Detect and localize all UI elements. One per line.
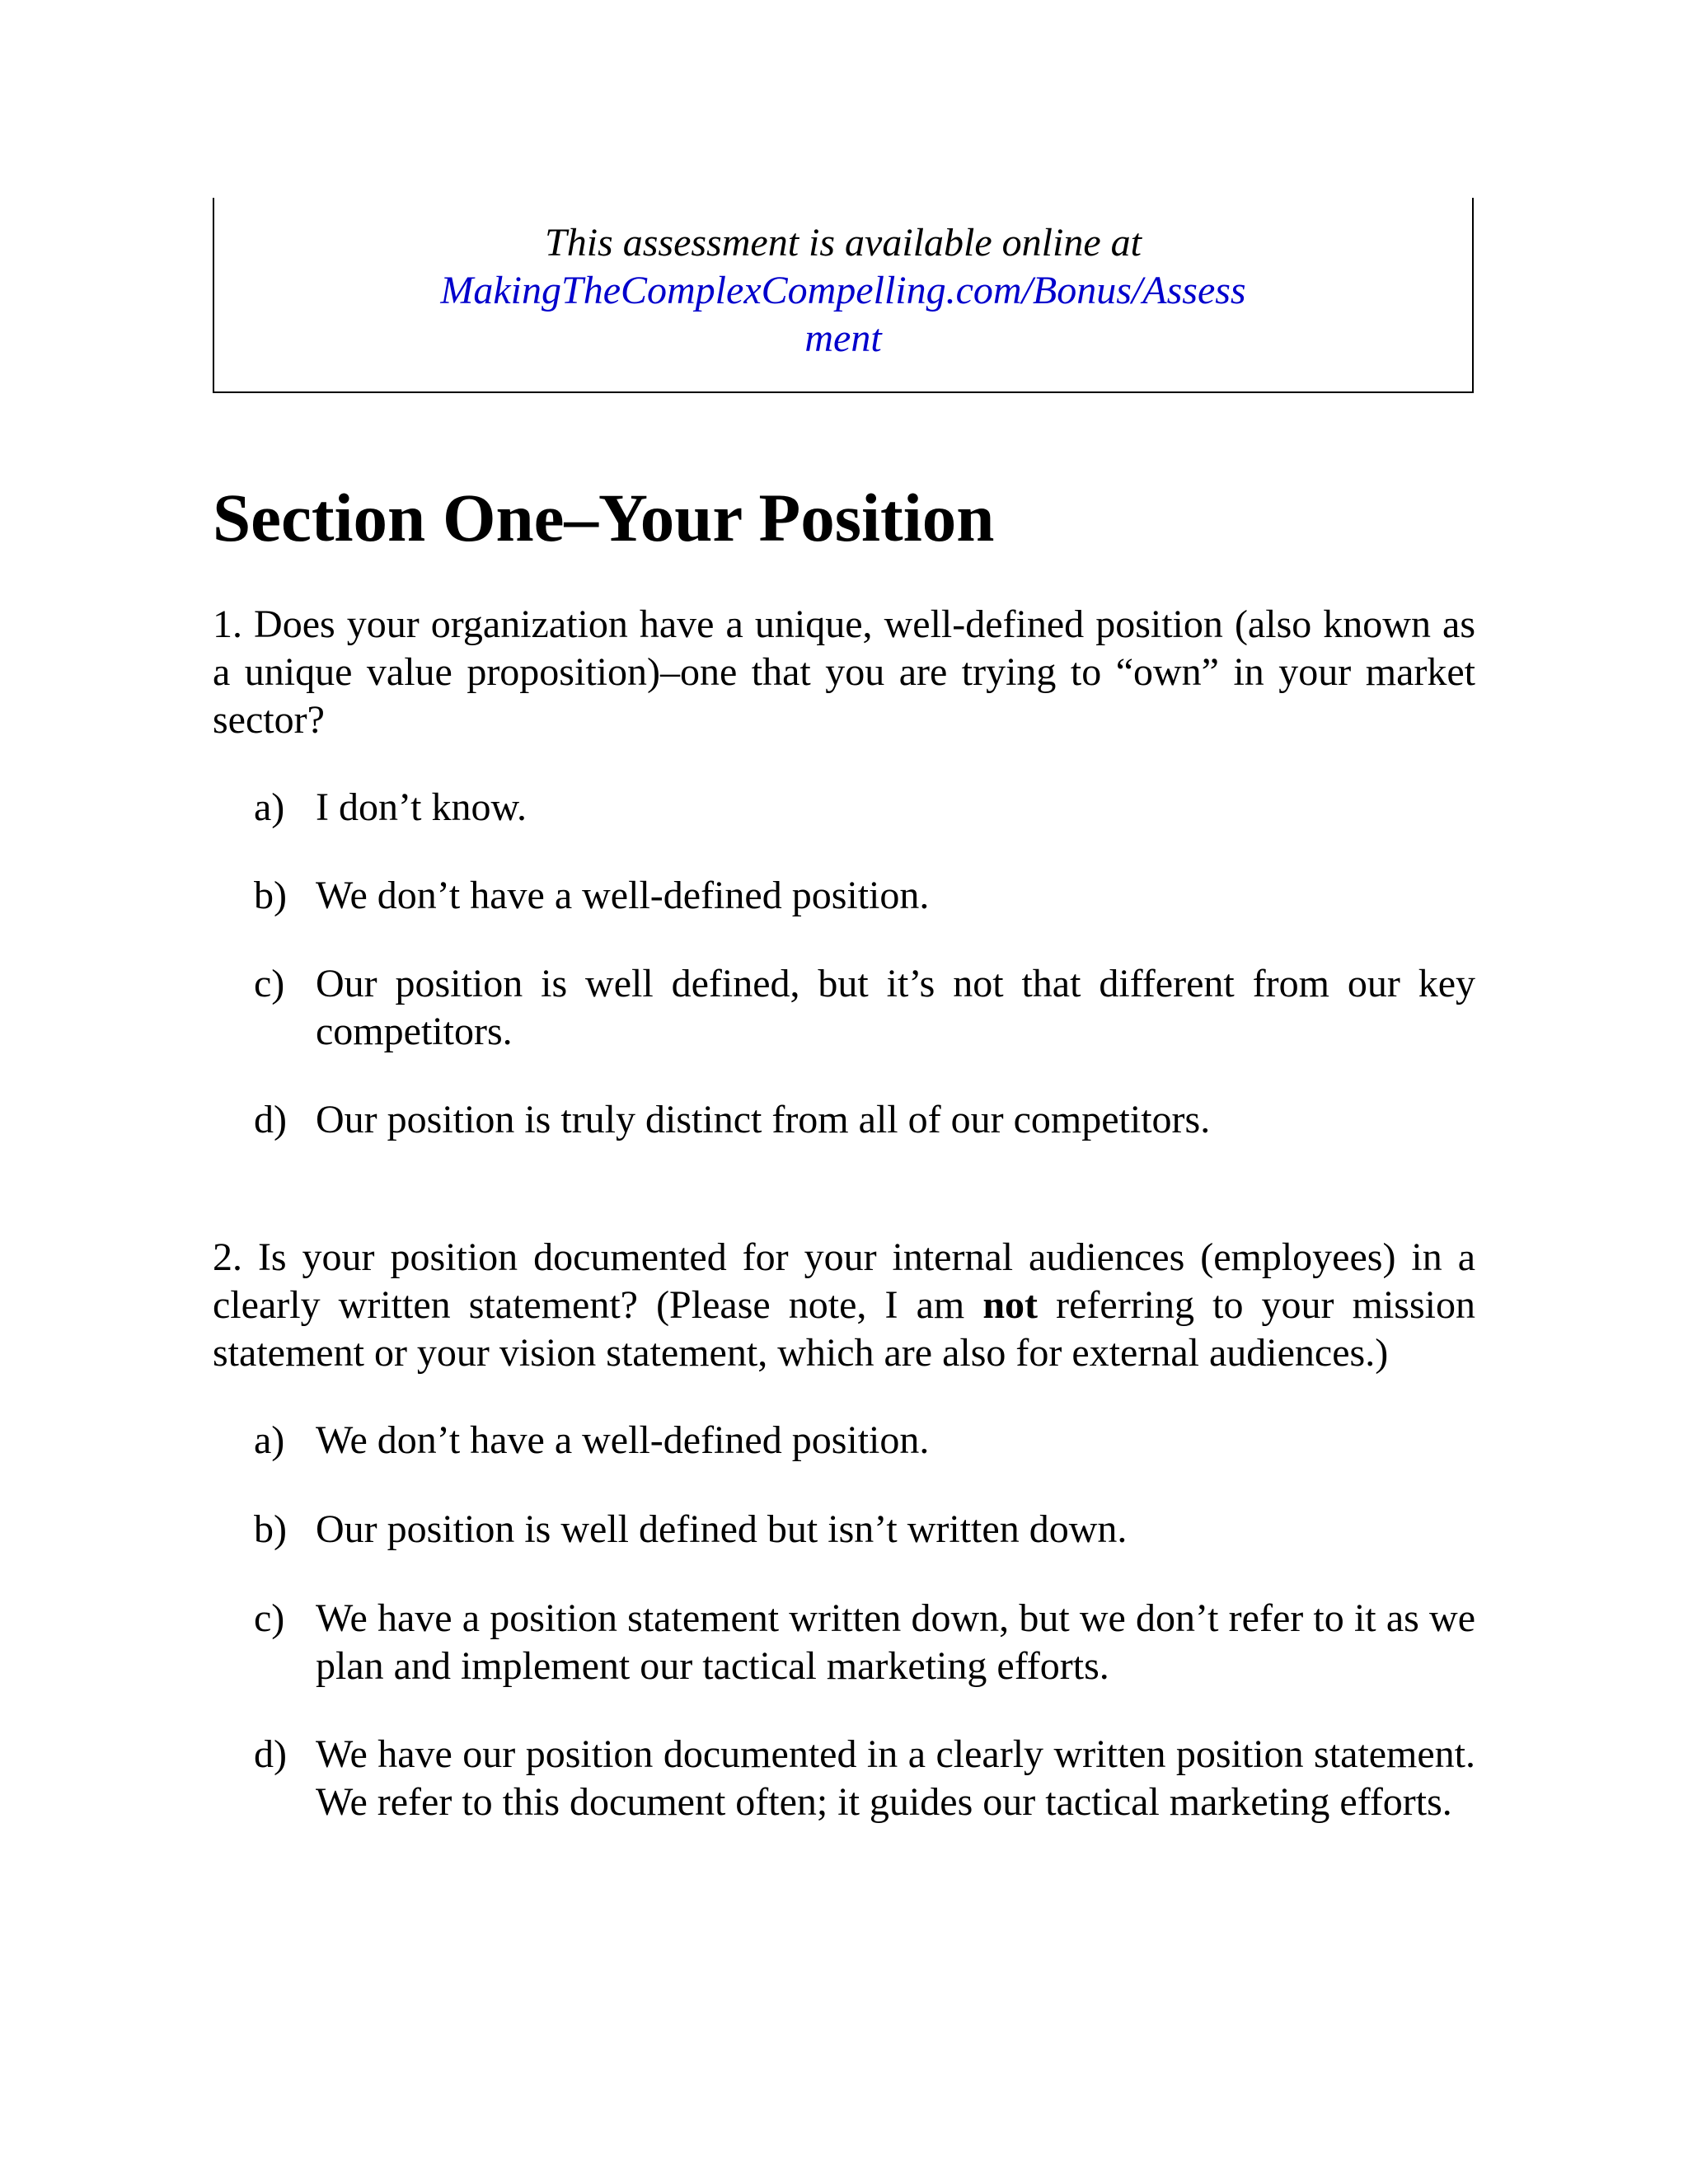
- notice-text: This assessment is available online at: [545, 221, 1142, 265]
- option-letter: a): [254, 785, 285, 829]
- question-2-option-c: [254, 1595, 1475, 1690]
- option-letter: c): [254, 1596, 285, 1640]
- question-1-option-b: [254, 872, 1475, 920]
- option-letter: a): [254, 1418, 285, 1462]
- option-text: We have our position documented in a clearly written position statement. We refer to this document often; it guides our tactical marketing efforts.: [316, 1732, 1475, 1824]
- option-text: Our position is truly distinct from all of our competitors.: [316, 1098, 1211, 1141]
- question-2-emphasis: not: [982, 1283, 1039, 1327]
- question-2-option-d: [254, 1731, 1475, 1826]
- question-1-option-a: [254, 784, 1475, 832]
- question-2: [213, 1234, 1475, 1377]
- option-text: We have a position statement written down, but we don’t refer to it as we plan and implement our tactical marketing efforts.: [316, 1596, 1475, 1688]
- option-text: We don’t have a well-defined position.: [316, 874, 930, 917]
- option-letter: b): [254, 1507, 287, 1551]
- option-letter: b): [254, 874, 287, 917]
- assessment-link[interactable]: MakingTheComplexCompelling.com/Bonus/Assessment: [440, 269, 1246, 360]
- question-2-option-a: [254, 1417, 1475, 1465]
- question-1-option-d: [254, 1096, 1475, 1144]
- option-text: Our position is well defined but isn’t written down.: [316, 1507, 1128, 1551]
- option-letter: c): [254, 962, 285, 1005]
- question-1-option-c: [254, 960, 1475, 1056]
- option-text: I don’t know.: [316, 785, 527, 829]
- question-1: 1. Does your organization have a unique, well-defined position (also known as a unique value proposition)–one that you are trying to “own” in your market sector?: [213, 602, 1475, 742]
- option-text: We don’t have a well-defined position.: [316, 1418, 930, 1462]
- question-2-option-b: [254, 1506, 1475, 1554]
- option-letter: d): [254, 1098, 287, 1141]
- option-text: Our position is well defined, but it’s not that different from our key competitors.: [316, 962, 1475, 1053]
- question-2-text-end: referring to your mission statement or your vision statement, which are also for external audiences.): [213, 1283, 1475, 1375]
- option-letter: d): [254, 1732, 287, 1776]
- section-title: Section One–Your Position: [213, 480, 995, 555]
- question-2-text-start: 2. Is your position documented for your internal audiences (employees) in a clearly written statement? (Please note, I am: [213, 1235, 1475, 1327]
- online-assessment-notice: [213, 198, 1474, 393]
